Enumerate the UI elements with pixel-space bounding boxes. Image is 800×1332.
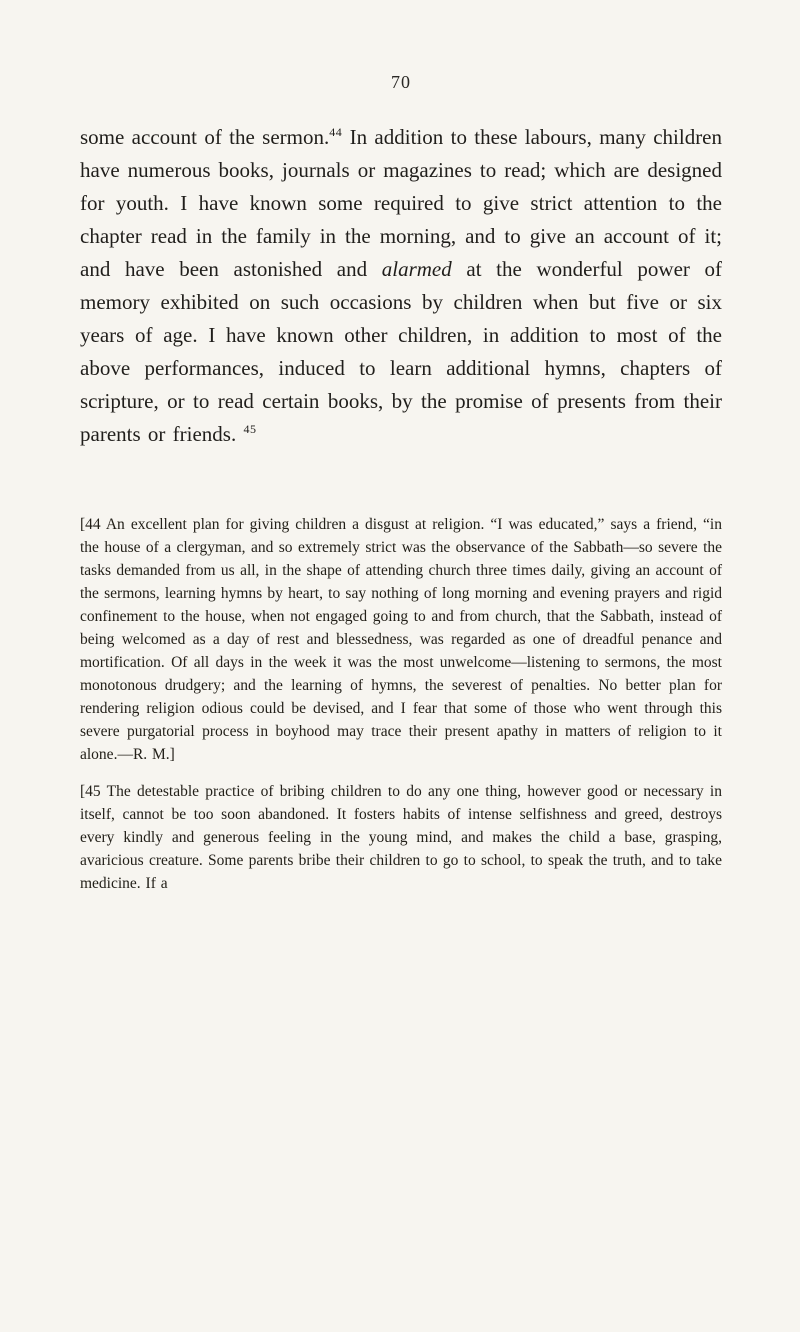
footnote-text-45: The detestable practice of bribing children to do any one thing, however good or necessary in itself, cannot be too soon abandoned. It fosters habits of intense selfishness and greed, destroys every kindly and generous feeling in the young mind, and makes the child a base, grasping, avaricious creature. Some parents bribe their children to go to school, to speak the truth, and to take medicine. If a bbox=[80, 783, 722, 892]
footnote-marker-45: [45 bbox=[80, 783, 101, 800]
body-text-segment: In addition to these labours, many children have numerous books, journals or magazines to read; which are designed for youth. I have known some required to give strict attention to the chapter read in the family in the morning, and to give an account of it; and have been astonished and bbox=[80, 125, 723, 281]
footnote-marker-44: [44 bbox=[80, 516, 101, 533]
body-text-segment: at the wonderful power of memory exhibited on such occasions by children when but five or six years of age. I have known other children, in addition to most of the above performances, induced to learn additional hymns, chapters of scripture, or to read certain books, by the promise of presents from their parents or friends. bbox=[80, 257, 723, 446]
body-text-segment: some account of the sermon. bbox=[80, 125, 330, 149]
footnote-45 bbox=[80, 780, 722, 895]
page-number: 70 bbox=[391, 72, 411, 92]
footnote-ref-44: 44 bbox=[329, 125, 343, 139]
footnote-ref-45: 45 bbox=[243, 422, 257, 436]
footnote-text-44: An excellent plan for giving children a disgust at religion. “I was educated,” says a friend, “in the house of a clergyman, and so extremely strict was the observance of the Sabbath—so severe the tasks demanded from us all, in the shape of attending church three times daily, giving an account of the sermons, learning hymns by heart, to say nothing of long morning and evening prayers and rigid confinement to the house, when not engaged going to and from church, that the Sabbath, instead of being welcomed as a day of rest and blessedness, was regarded as one of dreadful penance and mortification. Of all days in the week it was the most unwelcome—listening to sermons, the most monotonous drudgery; and the learning of hymns, the severest of penalties. No better plan for rendering religion odious could be devised, and I fear that some of those who went through this severe purgatorial process in boyhood may trace their present apathy in matters of religion to it alone.—R. M.] bbox=[80, 516, 722, 763]
footnote-44 bbox=[80, 513, 722, 766]
body-italic-word: alarmed bbox=[381, 257, 452, 281]
body-paragraph bbox=[80, 121, 722, 451]
footnotes-section bbox=[80, 513, 722, 895]
